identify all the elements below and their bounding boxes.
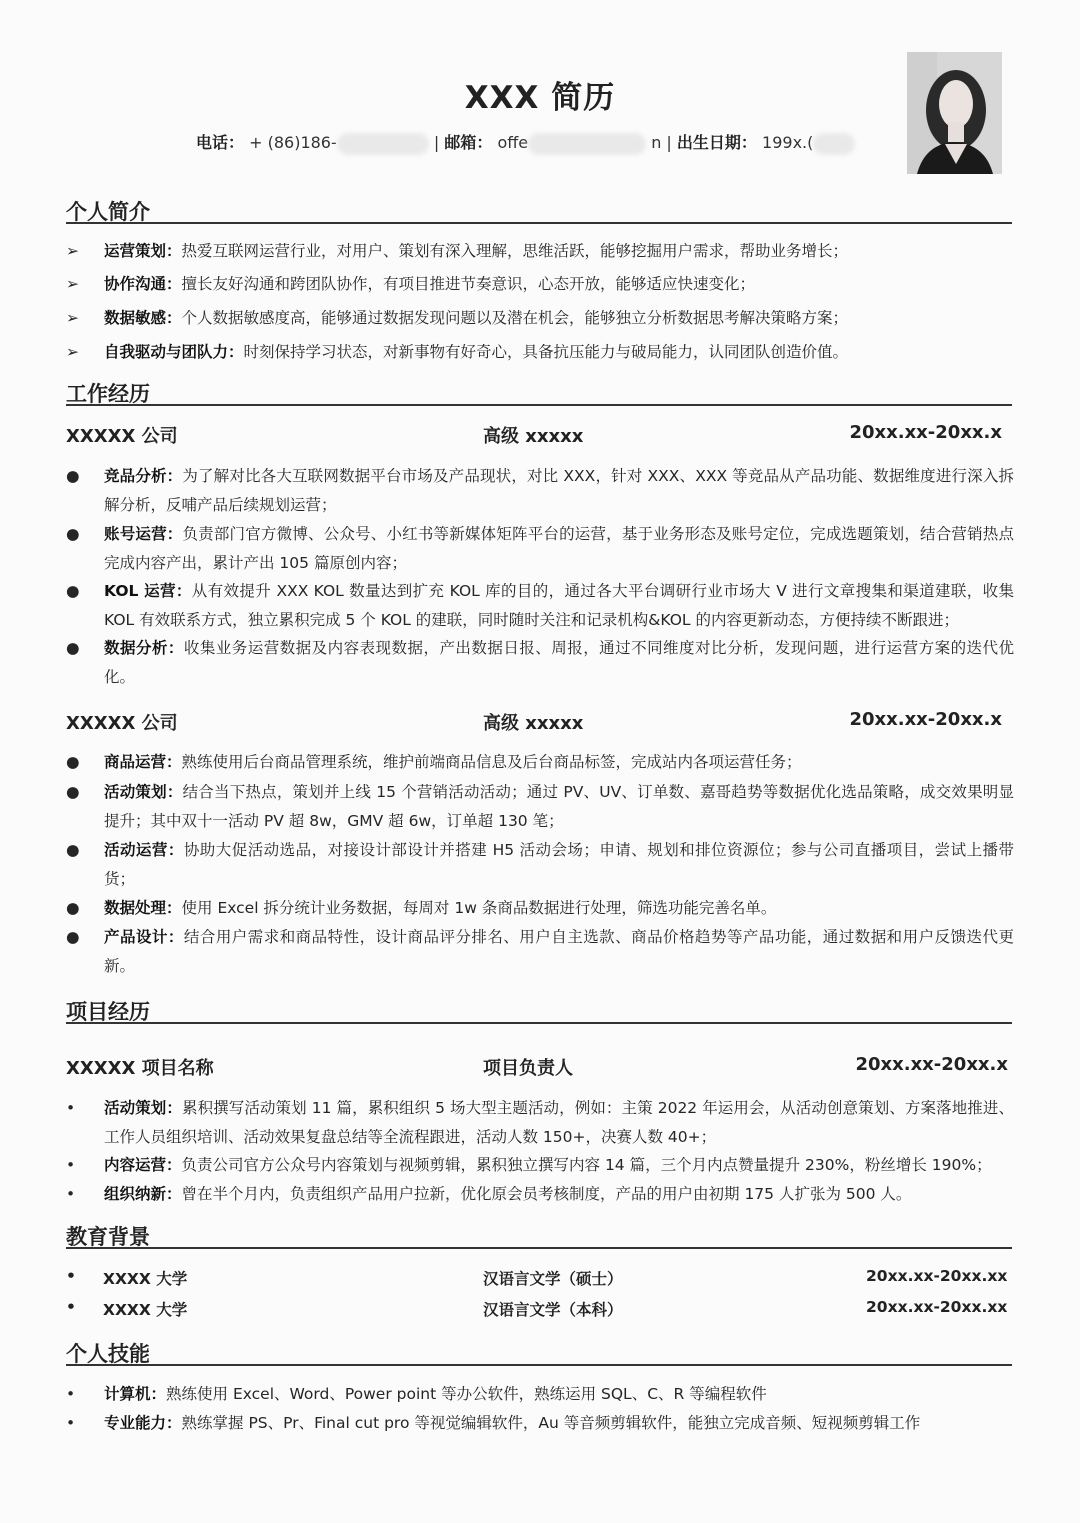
project-item: [66, 1094, 1014, 1151]
item-text: 收集业务运营数据及内容表现数据，产出数据日报、周报，通过不同维度对比分析，发现问题，进行运营方案的迭代优化。: [104, 639, 1014, 686]
item-text: 负责公司官方公众号内容策划与视频剪辑，累积独立撰写内容 14 篇，三个月内点赞量提升 230%，粉丝增长 190%；: [181, 1156, 992, 1174]
email-label: 邮箱：: [444, 133, 493, 152]
contact-separator: |: [433, 133, 440, 152]
section-title: 工作经历: [66, 382, 150, 406]
section-title: 个人技能: [66, 1342, 150, 1366]
profile-item: [66, 338, 1014, 367]
bullet-icon: •: [66, 1298, 76, 1316]
item-label: 专业能力：: [104, 1414, 182, 1432]
bullet-icon: •: [66, 1385, 76, 1403]
item-label: 账号运营：: [104, 525, 183, 543]
profile-photo: [907, 52, 1002, 174]
item-text: 为了解对比各大互联网数据平台市场及产品现状，对比 XXX，针对 XXX、XXX 等竞品从产品功能、数据维度进行深入拆解分析，反哺产品后续规划运营；: [104, 467, 1014, 514]
arrow-bullet-icon: ➢: [66, 343, 79, 361]
item-label: 商品运营：: [104, 753, 182, 771]
project-period: 20xx.xx-20xx.x: [855, 1054, 1008, 1075]
section-project: [66, 996, 1012, 1024]
section-education: [66, 1221, 1012, 1249]
job-header: [66, 422, 1012, 448]
job-period: 20xx.xx-20xx.x: [849, 709, 1002, 730]
phone-label: 电话：: [196, 133, 245, 152]
item-text: 协助大促活动选品，对接设计部设计并搭建 H5 活动会场；申请、规划和排位资源位；参与公司直播项目，尝试上播带货；: [104, 841, 1014, 888]
work-item: [66, 520, 1014, 577]
work-item: [66, 634, 1014, 691]
work-item: [66, 462, 1014, 519]
bullet-icon: ●: [66, 841, 80, 859]
item-label: 数据敏感：: [104, 309, 182, 327]
item-label: 计算机：: [104, 1385, 167, 1403]
item-label: 数据处理：: [104, 899, 182, 917]
school-name: XXXX 大学: [103, 1301, 188, 1319]
section-profile: [66, 196, 1012, 224]
resume-title: XXX 简历: [464, 80, 616, 116]
phone-value: + (86)186-: [249, 133, 337, 152]
item-text: 结合当下热点，策划并上线 15 个营销活动活动；通过 PV、UV、订单数、嘉哥趋势等数据优化选品策略，成交效果明显提升；其中双十一活动 PV 超 8w，GMV 超 6w，订单超 130 笔；: [104, 783, 1014, 830]
contact-line: [196, 130, 855, 155]
major: 汉语言文学（硕士）: [483, 1270, 623, 1288]
arrow-bullet-icon: ➢: [66, 242, 79, 260]
project-item: [66, 1180, 1014, 1209]
portrait-image: [907, 52, 1002, 174]
item-text: 使用 Excel 拆分统计业务数据，每周对 1w 条商品数据进行处理，筛选功能完善名单。: [181, 899, 777, 917]
item-text: 结合用户需求和商品特性，设计商品评分排名、用户自主选款、商品价格趋势等产品功能，通过数据和用户反馈迭代更新。: [104, 928, 1014, 975]
bullet-icon: •: [66, 1099, 76, 1117]
item-label: 活动运营：: [104, 841, 184, 859]
skill-item: [66, 1409, 1014, 1438]
job-period: 20xx.xx-20xx.x: [849, 422, 1002, 443]
bullet-icon: ●: [66, 639, 80, 657]
work-item: [66, 923, 1014, 980]
item-text: 熟练使用后台商品管理系统，维护前端商品信息及后台商品标签，完成站内各项运营任务；: [181, 753, 802, 771]
work-item: [66, 836, 1014, 893]
item-label: 活动策划：: [104, 783, 183, 801]
section-title: 项目经历: [66, 1000, 150, 1024]
item-text: 时刻保持学习状态，对新事物有好奇心，具备抗压能力与破局能力，认同团队创造价值。: [243, 343, 849, 361]
item-text: 热爱互联网运营行业，对用户、策划有深入理解，思维活跃，能够挖掘用户需求，帮助业务增长；: [181, 242, 849, 260]
work-item: [66, 894, 1014, 923]
item-text: 个人数据敏感度高，能够通过数据发现问题以及潜在机会，能够独立分析数据思考解决策略方案；: [181, 309, 849, 327]
work-item: [66, 577, 1014, 634]
bullet-icon: •: [66, 1267, 76, 1285]
education-period: 20xx.xx-20xx.xx: [866, 1298, 1008, 1316]
email-value: offe: [497, 133, 529, 152]
item-label: 产品设计：: [104, 928, 184, 946]
work-item: [66, 778, 1014, 835]
skill-item: [66, 1380, 1014, 1409]
item-text: 负责部门官方微博、公众号、小红书等新媒体矩阵平台的运营，基于业务形态及账号定位，完成选题策划，结合营销热点完成内容产出，累计产出 105 篇原创内容；: [104, 525, 1014, 572]
item-label: 活动策划：: [104, 1099, 182, 1117]
project-header: [66, 1054, 1012, 1080]
bullet-icon: ●: [66, 899, 80, 917]
item-label: 运营策划：: [104, 242, 182, 260]
birth-redaction: [813, 133, 855, 155]
section-skills: [66, 1338, 1012, 1366]
bullet-icon: ●: [66, 525, 80, 543]
item-label: 数据分析：: [104, 639, 184, 657]
company-name: XXXXX 公司: [66, 713, 178, 734]
bullet-icon: ●: [66, 467, 80, 485]
work-item: [66, 748, 1014, 777]
arrow-bullet-icon: ➢: [66, 309, 79, 327]
item-text: 曾在半个月内，负责组织产品用户拉新，优化原会员考核制度，产品的用户由初期 175 人扩张为 500 人。: [181, 1185, 912, 1203]
major: 汉语言文学（本科）: [483, 1301, 623, 1319]
section-title: 教育背景: [66, 1225, 150, 1249]
email-redaction: [528, 133, 646, 155]
profile-item: [66, 237, 1014, 266]
profile-item: [66, 270, 1014, 299]
item-label: 内容运营：: [104, 1156, 182, 1174]
company-name: XXXXX 公司: [66, 426, 178, 447]
job-position: 高级 xxxxx: [483, 713, 584, 734]
bullet-icon: ●: [66, 753, 80, 771]
project-role: 项目负责人: [483, 1058, 573, 1079]
item-text: 从有效提升 XXX KOL 数量达到扩充 KOL 库的目的，通过各大平台调研行业市场大 V 进行文章搜集和渠道建联，收集 KOL 有效联系方式，独立累积完成 5 个 KOL 的建联，同时随时关注和记录机构&KOL 的内容更新动态，方便持续不断跟进；: [104, 582, 1014, 629]
item-text: 累积撰写活动策划 11 篇，累积组织 5 场大型主题活动，例如：主策 2022 年运用会，从活动创意策划、方案落地推进、工作人员组织培训、活动效果复盘总结等全流程跟进，活动人数 150+，决赛人数 40+；: [104, 1099, 1014, 1146]
item-text: 熟练掌握 PS、Pr、Final cut pro 等视觉编辑软件，Au 等音频剪辑软件，能独立完成音频、短视频剪辑工作: [181, 1414, 921, 1432]
bullet-icon: ●: [66, 783, 80, 801]
bullet-icon: •: [66, 1185, 76, 1203]
item-label: 自我驱动与团队力：: [104, 343, 244, 361]
bullet-icon: ●: [66, 582, 80, 600]
birth-label: 出生日期：: [676, 133, 757, 152]
arrow-bullet-icon: ➢: [66, 275, 79, 293]
school-name: XXXX 大学: [103, 1270, 188, 1288]
item-text: 擅长友好沟通和跨团队协作，有项目推进节奏意识，心态开放，能够适应快速变化；: [181, 275, 756, 293]
education-period: 20xx.xx-20xx.xx: [866, 1267, 1008, 1285]
job-position: 高级 xxxxx: [483, 426, 584, 447]
phone-redaction: [337, 133, 429, 155]
birth-value: 199x.(: [762, 133, 814, 152]
bullet-icon: •: [66, 1414, 76, 1432]
job-header: [66, 709, 1012, 735]
item-label: 协作沟通：: [104, 275, 182, 293]
project-item: [66, 1151, 1014, 1180]
item-label: KOL 运营：: [104, 582, 192, 600]
item-text: 熟练使用 Excel、Word、Power point 等办公软件，熟练运用 SQL、C、R 等编程软件: [166, 1385, 767, 1403]
item-label: 组织纳新：: [104, 1185, 182, 1203]
bullet-icon: ●: [66, 928, 80, 946]
item-label: 竞品分析：: [104, 467, 183, 485]
section-title: 个人简介: [66, 200, 150, 224]
contact-separator: n |: [651, 133, 672, 152]
project-name: XXXXX 项目名称: [66, 1058, 214, 1079]
bullet-icon: •: [66, 1156, 76, 1174]
section-work: [66, 378, 1012, 406]
profile-item: [66, 304, 1014, 333]
